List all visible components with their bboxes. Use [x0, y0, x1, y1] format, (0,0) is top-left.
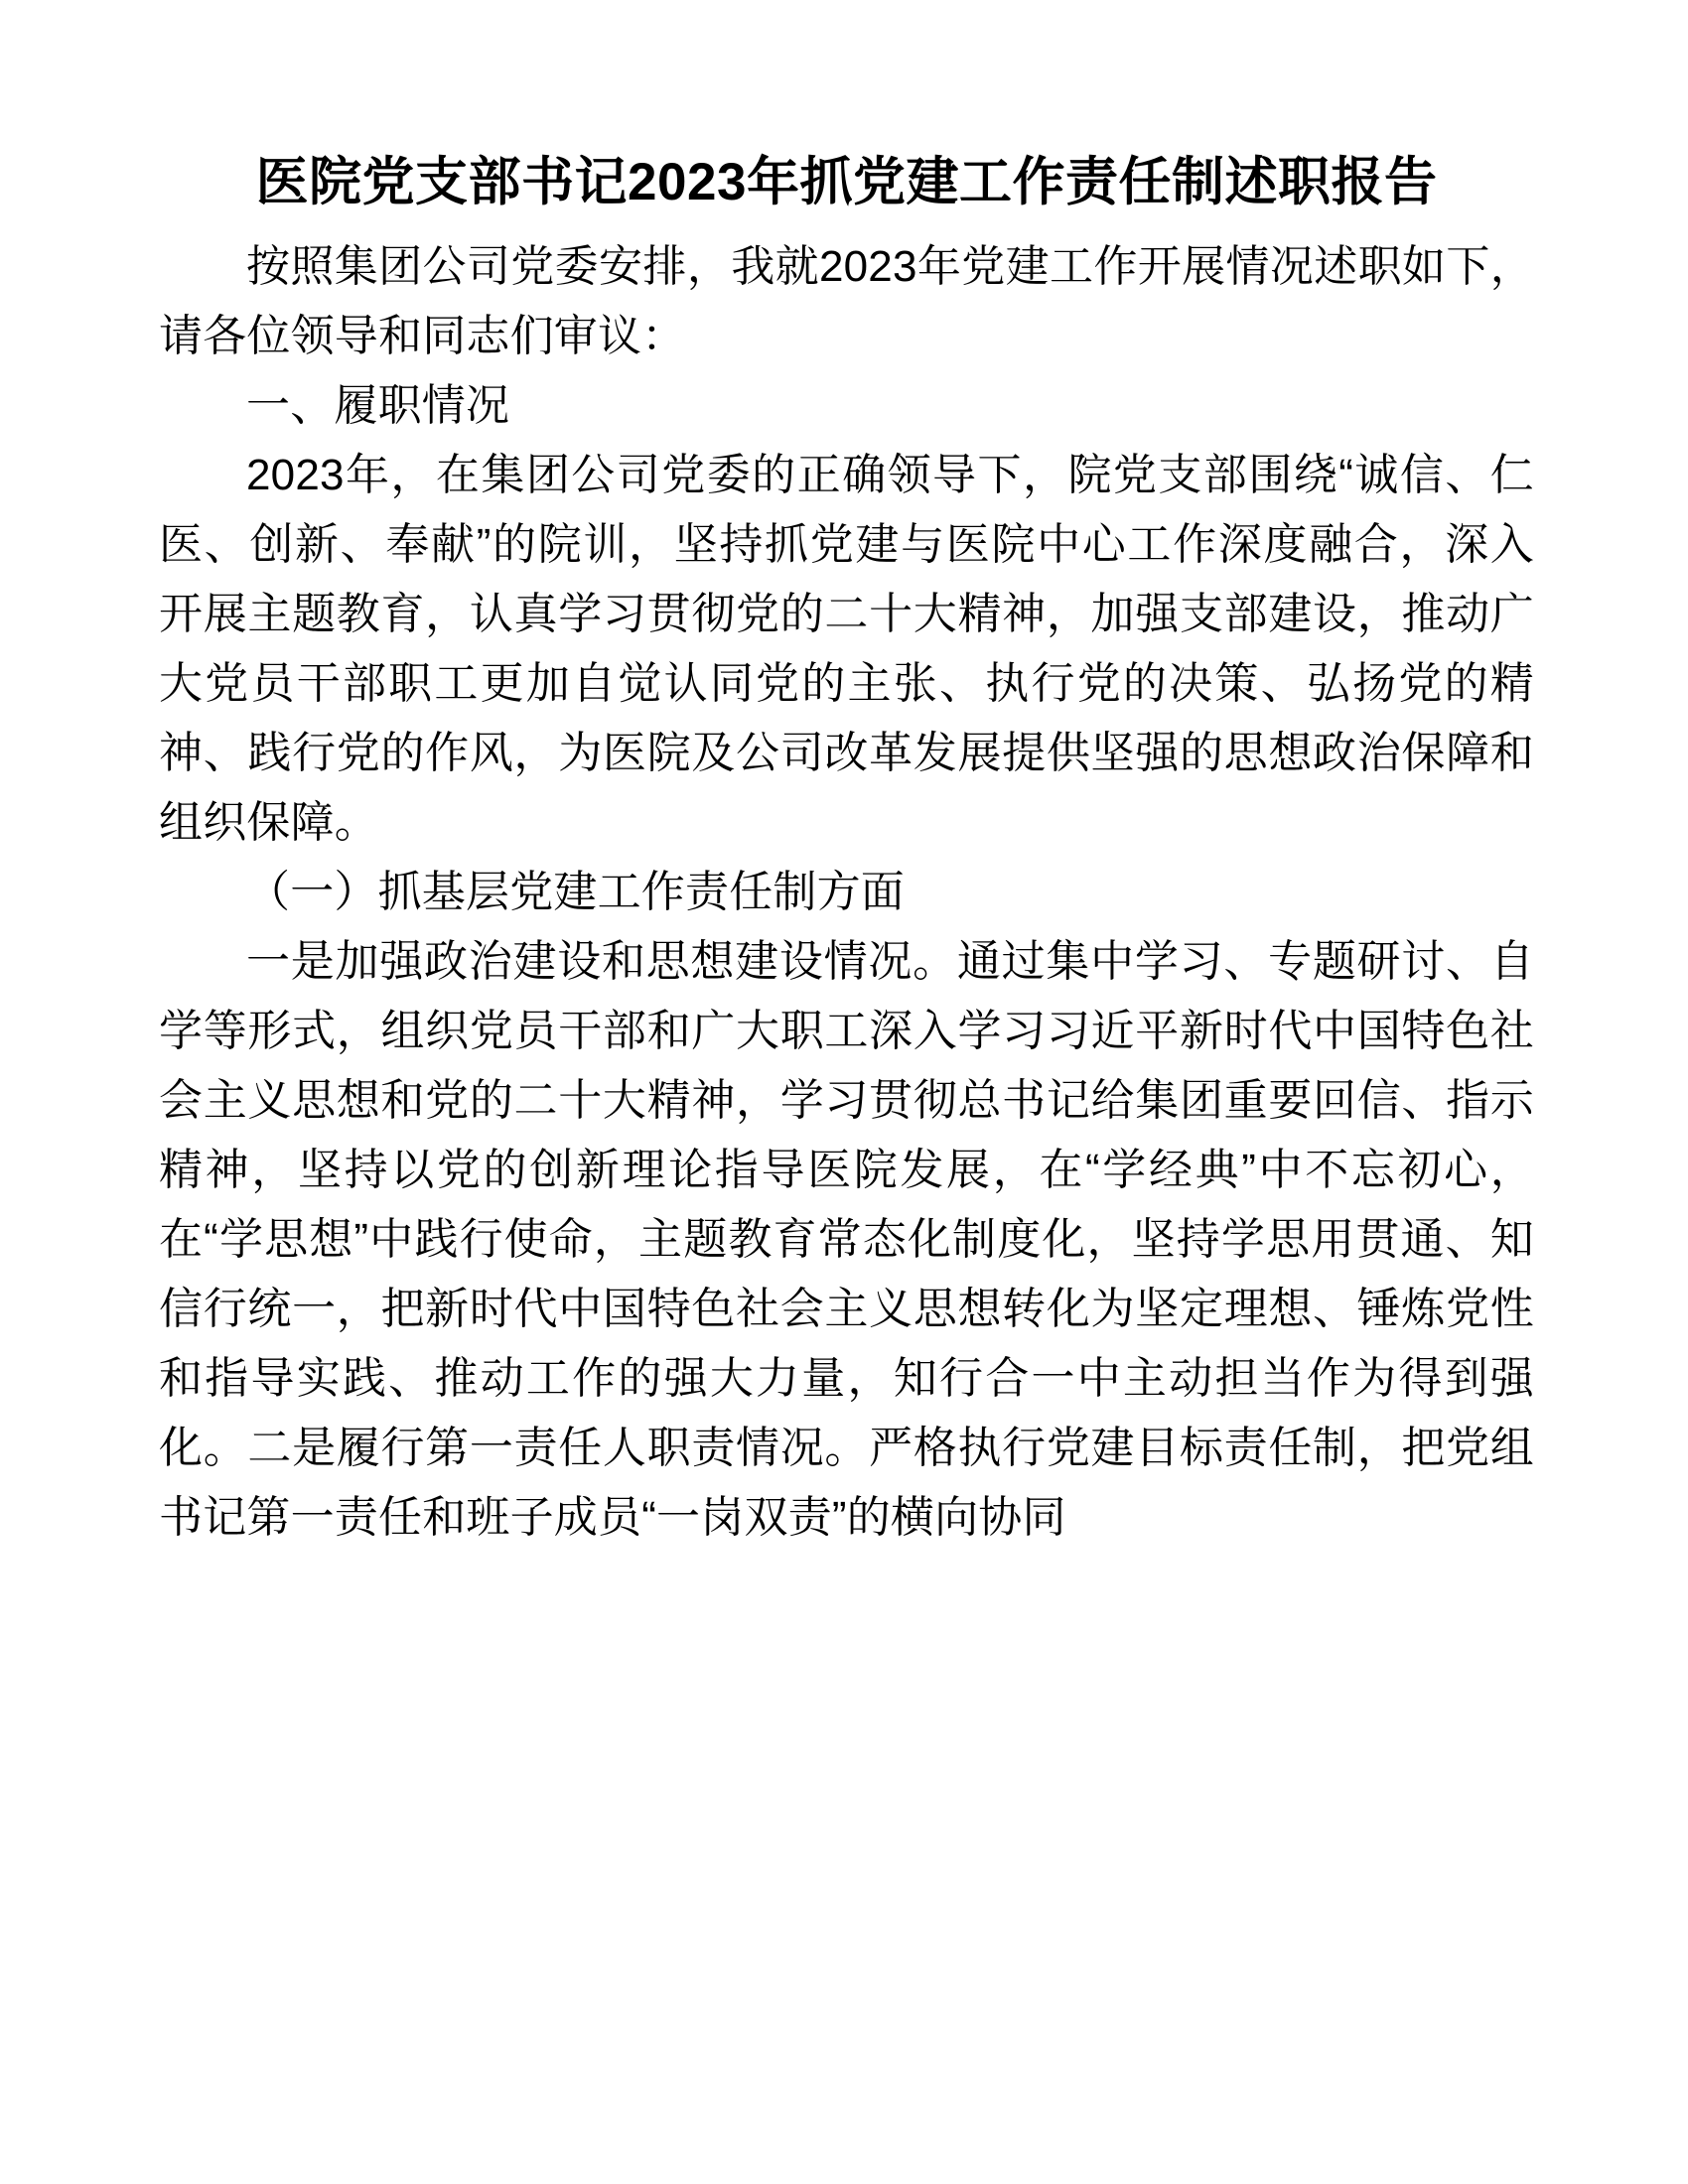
section-1-body-paragraph: 2023年，在集团公司党委的正确领导下，院党支部围绕“诚信、仁医、创新、奉献”的院训，坚持抓党建与医院中心工作深度融合，深入开展主题教育，认真学习贯彻党的二十大精神，加强支部建设，推动广大党员干部职工更加自觉认同党的主张、执行党的决策、弘扬党的精神、践行党的作风，为医院及公司改革发展提供坚强的思想政治保障和组织保障。: [159, 451, 1534, 848]
intro-paragraph: 按照集团公司党委安排，我就2023年党建工作开展情况述职如下，请各位领导和同志们审议：: [159, 242, 1534, 361]
subsection-1-body-paragraph: 一是加强政治建设和思想建设情况。通过集中学习、专题研讨、自学等形式，组织党员干部和广大职工深入学习习近平新时代中国特色社会主义思想和党的二十大精神，学习贯彻总书记给集团重要回信、指示精神，坚持以党的创新理论指导医院发展，在“学经典”中不忘初心，在“学思想”中践行使命，主题教育常态化制度化，坚持学思用贯通、知信行统一，把新时代中国特色社会主义思想转化为坚定理想、锤炼党性和指导实践、推动工作的强大力量，知行合一中主动担当作为得到强化。二是履行第一责任人职责情况。严格执行党建目标责任制，把党组书记第一责任和班子成员“一岗双责”的横向协同: [159, 937, 1534, 1543]
page-title: 医院党支部书记2023年抓党建工作责任制述职报告: [255, 153, 1438, 211]
subsection-heading-1: （一）抓基层党建工作责任制方面: [246, 868, 905, 917]
section-heading-1: 一、履职情况: [246, 381, 510, 431]
